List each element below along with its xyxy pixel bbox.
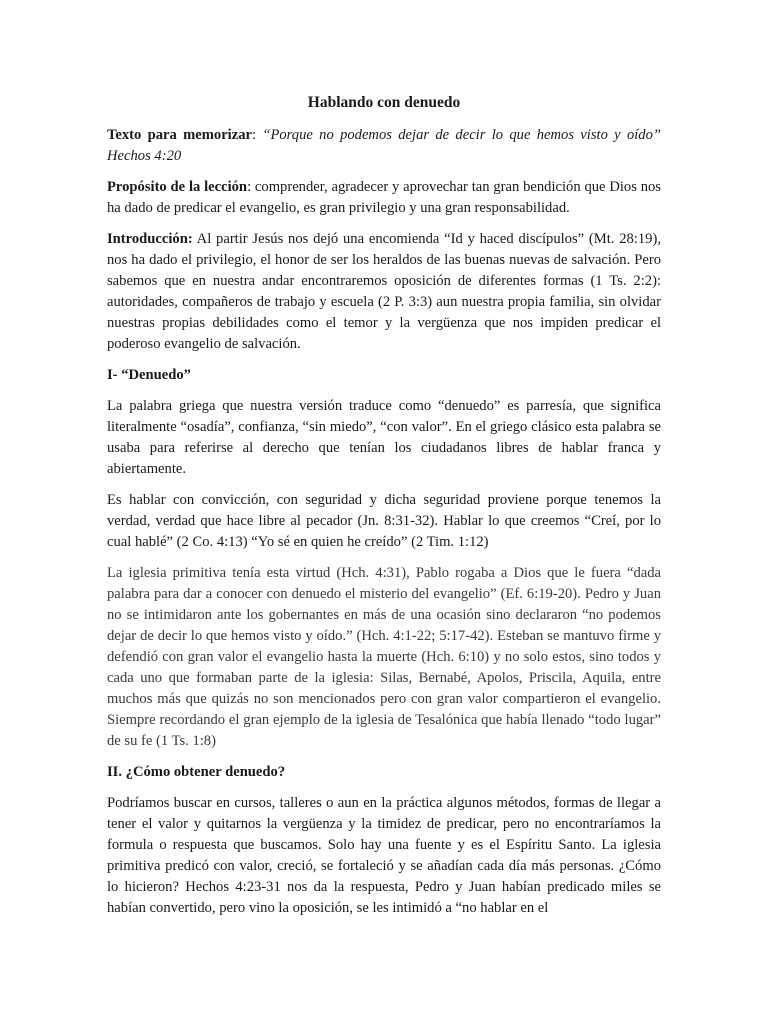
lesson-purpose	[107, 177, 661, 219]
memorize-quote: “Porque no podemos dejar de decir lo que hemos visto y oído” Hechos 4:20	[107, 127, 662, 164]
introduction	[107, 229, 661, 355]
intro-label: Introducción:	[107, 231, 193, 247]
purpose-label: Propósito de la lección	[107, 179, 248, 195]
memorize-label: Texto para memorizar	[107, 127, 252, 143]
document-body	[107, 92, 661, 929]
section-1-paragraph: La iglesia primitiva tenía esta virtud (Hch. 4:31), Pablo rogaba a Dios que le fuera “dada palabra para dar a conocer con denuedo el misterio del evangelio” (Ef. 6:19-20). Pedro y Juan no se intimidaron ante los gobernantes en más de una ocasión sino declararon “no podemos dejar de decir lo que hemos visto y oído.” (Hch. 4:1-22; 5:17-42). Esteban se mantuvo firme y defendió con gran valor el evangelio hasta la muerte (Hch. 6:10) y no solo estos, sino todos y cada uno que formaban parte de la iglesia: Silas, Bernabé, Apolos, Priscila, Aquila, entre muchos más que quizás no son mencionados pero con gran valor compartieron el evangelio. Siempre recordando el gran ejemplo de la iglesia de Tesalónica que había llenado “todo lugar” de su fe (1 Ts. 1:8)	[107, 565, 661, 749]
section-1-paragraph: Es hablar con convicción, con seguridad y dicha seguridad proviene porque tenemos la verdad, verdad que hace libre al pecador (Jn. 8:31-32). Hablar lo que creemos “Creí, por lo cual hablé” (2 Co. 4:13) “Yo sé en quien he creído” (2 Tim. 1:12)	[107, 492, 661, 550]
purpose-text: : comprender, agradecer y aprovechar tan gran bendición que Dios nos ha dado de predicar el evangelio, es gran privilegio y una gran responsabilidad.	[107, 179, 661, 216]
memorize-colon: :	[251, 127, 263, 143]
memorize-verse	[107, 125, 661, 167]
section-1-heading: I- “Denuedo”	[107, 367, 191, 383]
section-2-heading: II. ¿Cómo obtener denuedo?	[107, 764, 286, 780]
section-2-paragraph: Podríamos buscar en cursos, talleres o aun en la práctica algunos métodos, formas de llegar a tener el valor y quitarnos la vergüenza y la timidez de predicar, pero no encontraríamos la formula o respuesta que buscamos. Solo hay una fuente y es el Espíritu Santo. La iglesia primitiva predicó con valor, creció, se fortaleció y se añadían cada día más personas. ¿Cómo lo hicieron? Hechos 4:23-31 nos da la respuesta, Pedro y Juan habían predicado miles se habían convertido, pero vino la oposición, se les intimidó a “no hablar en el	[107, 795, 661, 916]
intro-text: Al partir Jesús nos dejó una encomienda “Id y haced discípulos” (Mt. 28:19), nos ha dado el privilegio, el honor de ser los heraldos de las buenas nuevas de salvación. Pero sabemos que en nuestra andar encontraremos oposición de diferentes formas (1 Ts. 2:2): autoridades, compañeros de trabajo y escuela (2 P. 3:3) aun nuestra propia familia, sin olvidar nuestras propias debilidades como el temor y la vergüenza que nos impiden predicar el poderoso evangelio de salvación.	[107, 231, 661, 352]
document-title: Hablando con denuedo	[307, 94, 461, 111]
section-1-paragraph: La palabra griega que nuestra versión traduce como “denuedo” es parresía, que significa literalmente “osadía”, confianza, “sin miedo”, “con valor”. En el griego clásico esta palabra se usaba para referirse al derecho que tenían los ciudadanos libres de hablar franca y abiertamente.	[107, 398, 661, 477]
